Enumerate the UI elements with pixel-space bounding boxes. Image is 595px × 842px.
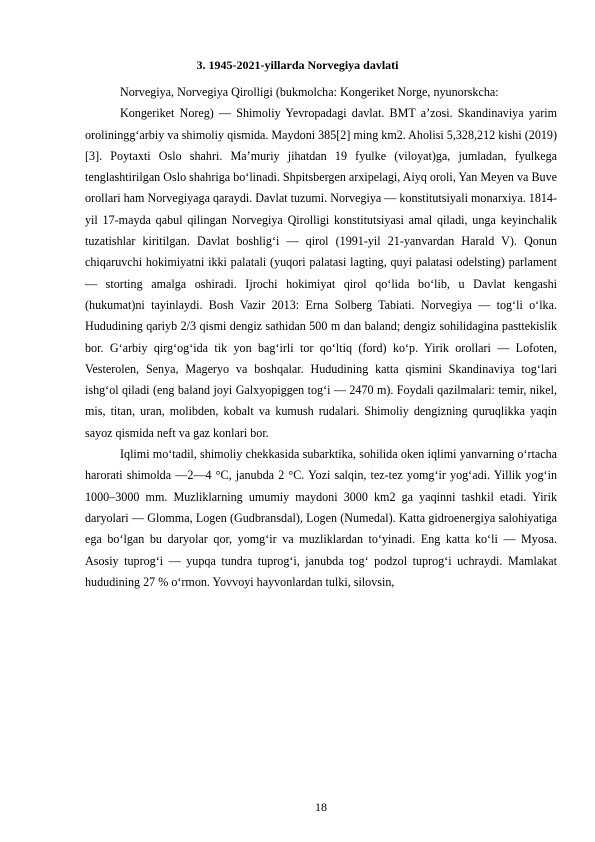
page-number: 18 <box>315 800 327 814</box>
paragraph: Kongeriket Noreg) — Shimoliy Yevropadagi davlat. BMT aʼzosi. Skandinaviya yarim oroliningg‘arbiy va shimoliy qismida. Maydoni 385[2] ming km2. Aholisi 5,328,212 kishi (2019)[3]. Poytaxti Oslo shahri. Maʼmuriy jihatdan 19 fyulke (viloyat)ga, jumladan, fyulkega tenglashtirilgan Oslo shahriga bo‘linadi. Shpitsbergen arxipelagi, Aiyq oroli, Yan Meyen va Buve orollari ham Norvegiyaga qaraydi. Davlat tuzumi. Norvegiya — konstitutsiyali monarxiya. 1814-yil 17-mayda qabul qilingan Norvegiya Qirolligi konstitutsiyasi amal qiladi, unga keyinchalik tuzatishlar kiritilgan. Davlat boshlig‘i — qirol (1991-yil 21-yanvardan Harald V). Qonun chiqaruvchi hokimiyatni ikki palatali (yuqori palatasi lagting, quyi palatasi odelsting) parlament — storting amalga oshiradi. Ijrochi hokimiyat qirol qo‘lida bo‘lib, u Davlat kengashi (hukumat)ni tayinlaydi. Bosh Vazir 2013: Erna Solberg Tabiati. Norvegiya — tog‘li o‘lka. Hududining qariyb 2/3 qismi dengiz sathidan 500 m dan baland; dengiz sohilidagina pasttekislik bor. G‘arbiy qirg‘og‘ida tik yon bag‘irli tor qo‘ltiq (ford) ko‘p. Yirik orollari — Lofoten, Vesterolen, Senya, Mageryo va boshqalar. Hududining katta qismini Skandinaviya tog‘lari ishg‘ol qiladi (eng baland joyi Galxyopiggen tog‘i — 2470 m). Foydali qazilmalari: temir, nikel, mis, titan, uran, molibden, kobalt va kumush rudalari. Shimoliy dengizning quruqlikka yaqin sayoz qismida neft va gaz konlari bor. <box>85 106 557 440</box>
paragraph: Iqlimi mo‘tadil, shimoliy chekkasida subarktika, sohilida oken iqlimi yanvarning o‘rtacha harorati shimolda —2—4 °C, janubda 2 °C. Yozi salqin, tez-tez yomg‘ir yog‘adi. Yillik yog‘in 1000–3000 mm. Muzliklarning umumiy maydoni 3000 km2 ga yaqinni tashkil etadi. Yirik daryolari — Glomma, Logen (Gudbransdal), Logen (Numedal). Katta gidroenergiya salohiyatiga ega bo‘lgan bu daryolar qor, yomg‘ir va muzliklardan to‘yinadi. Eng katta ko‘li — Myosa. Asosiy tuprog‘i — yupqa tundra tuprog‘i, janubda tog‘ podzol tuprog‘i uchraydi. Mamlakat hududining 27 % o‘rmon. Yovvoyi hayvonlardan tulki, silovsin, <box>85 447 557 589</box>
paragraph: Norvegiya, Norvegiya Qirolligi (bukmolcha: Kongeriket Norge, nyunorskcha: <box>120 85 499 99</box>
document-body <box>85 82 557 593</box>
section-title: 3. 1945-2021-yillarda Norvegiya davlati <box>196 58 399 72</box>
